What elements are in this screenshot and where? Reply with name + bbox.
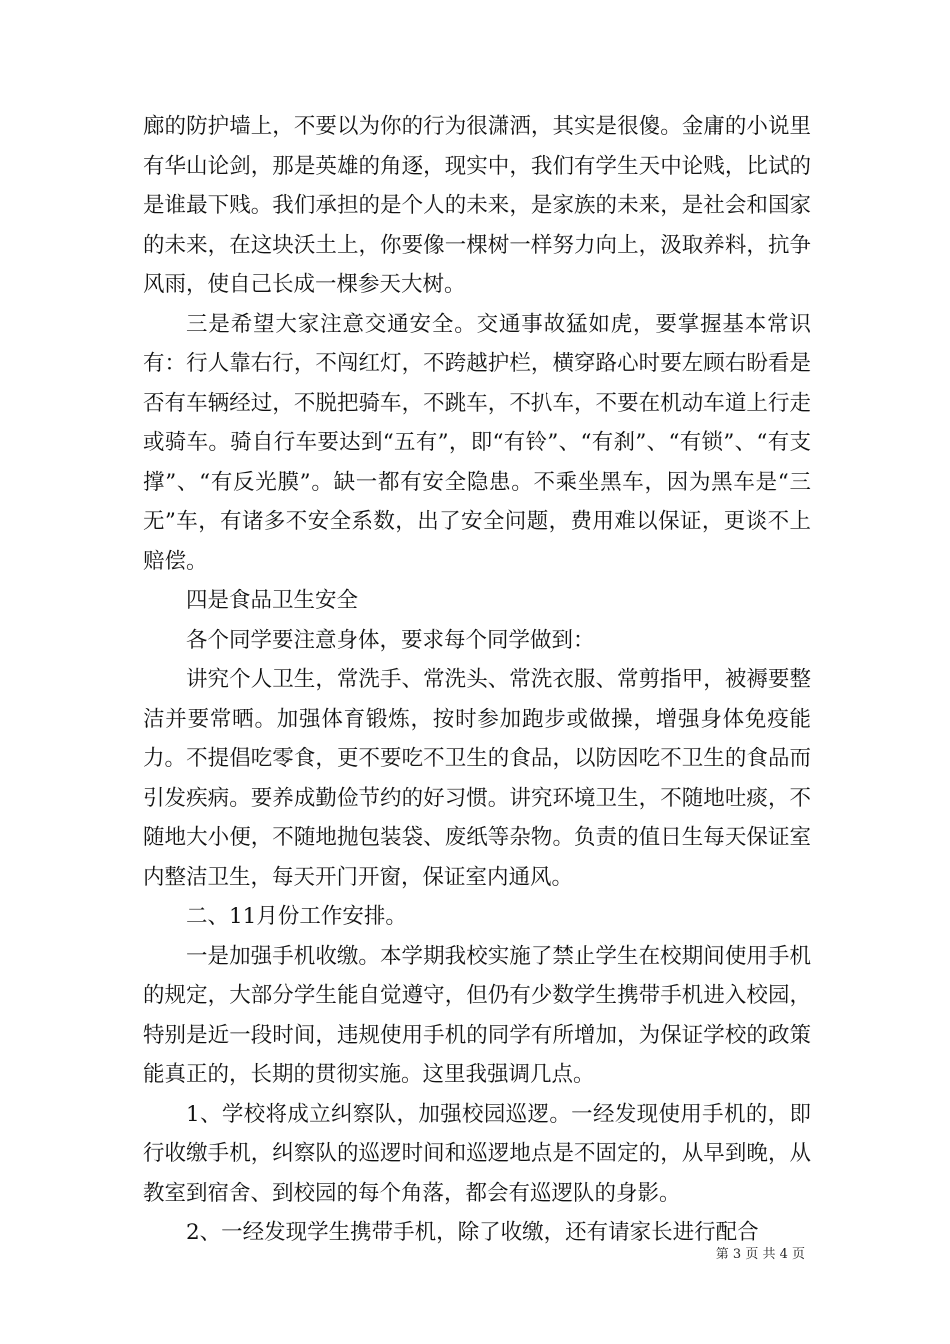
- paragraph-point-1: 1、学校将成立纠察队，加强校园巡逻。一经发现使用手机的，即行收缴手机，纠察队的巡逻时间和巡逻地点是不固定的，从早到晚，从教室到宿舍、到校园的每个角落，都会有巡逻队的身影。: [143, 1101, 811, 1206]
- paragraph-food-safety-heading: 四是食品卫生安全: [186, 588, 359, 613]
- paragraph-traffic-safety: 三是希望大家注意交通安全。交通事故猛如虎，要掌握基本常识有：行人靠右行，不闯红灯，不跨越护栏，横穿路心时要左顾右盼看是否有车辆经过，不脱把骑车，不跳车，不扒车，不要在机动车道上行走或骑车。骑自行车要达到“五有”，即“有铃”、“有刹”、“有锁”、“有支撑”、“有反光膜”。缺一都有安全隐患。不乘坐黑车，因为黑车是“三无”车，有诸多不安全系数，出了安全问题，费用难以保证，更谈不上赔偿。: [143, 311, 811, 574]
- paragraph-hygiene: 讲究个人卫生，常洗手、常洗头、常洗衣服、常剪指甲，被褥要整洁并要常晒。加强体育锻炼，按时参加跑步或做操，增强身体免疫能力。不提倡吃零食，更不要吃不卫生的食品，以防因吃不卫生的食品而引发疾病。要养成勤俭节约的好习惯。讲究环境卫生，不随地吐痰，不随地大小便，不随地抛包装袋、废纸等杂物。负责的值日生每天保证室内整洁卫生，每天开门开窗，保证室内通风。: [143, 667, 811, 890]
- page-number: 第 3 页 共 4 页: [715, 1247, 805, 1262]
- paragraph-continuation: 廊的防护墙上，不要以为你的行为很潇洒，其实是很傻。金庸的小说里有华山论剑，那是英雄的角逐，现实中，我们有学生天中论贱，比试的是谁最下贱。我们承担的是个人的未来，是家族的未来，是社会和国家的未来，在这块沃土上，你要像一棵树一样努力向上，汲取养料，抗争风雨，使自己长成一棵参天大树。: [143, 114, 811, 297]
- document-body: [143, 107, 811, 1253]
- paragraph-point-2: 2、一经发现学生携带手机，除了收缴，还有请家长进行配合: [186, 1220, 759, 1245]
- paragraph-november-heading: 二、11月份工作安排。: [186, 904, 407, 929]
- paragraph-health-intro: 各个同学要注意身体，要求每个同学做到：: [186, 627, 595, 653]
- paragraph-phone-policy: 一是加强手机收缴。本学期我校实施了禁止学生在校期间使用手机的规定，大部分学生能自觉遵守，但仍有少数学生携带手机进入校园，特别是近一段时间，违规使用手机的同学有所增加，为保证学校的政策能真正的，长期的贯彻实施。这里我强调几点。: [143, 943, 811, 1087]
